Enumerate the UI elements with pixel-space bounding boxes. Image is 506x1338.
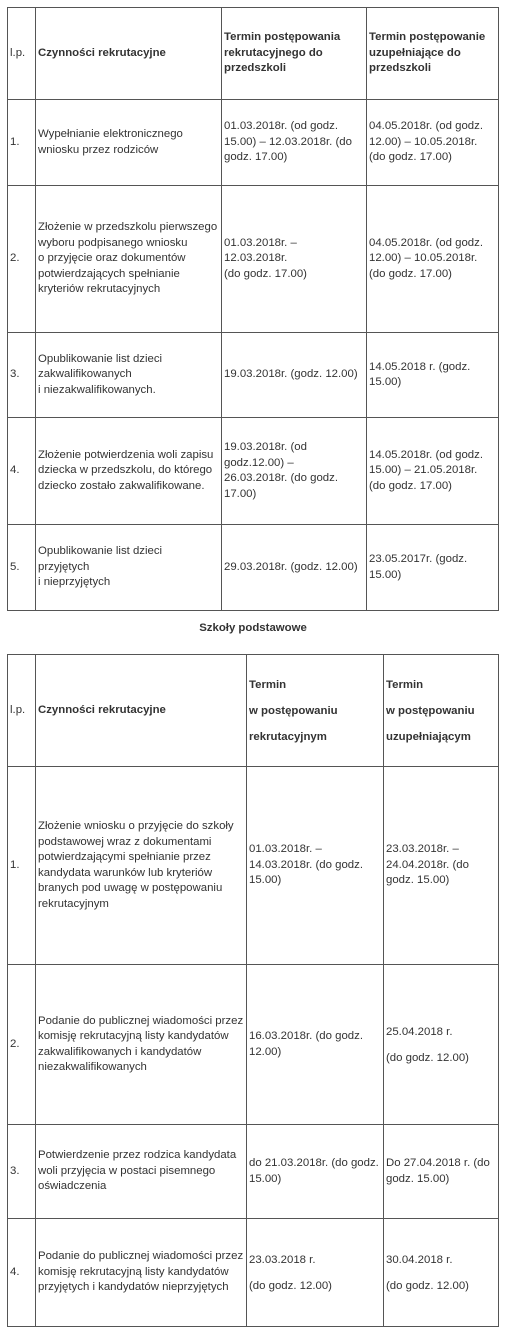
table-row bbox=[8, 418, 499, 525]
header-supplementary-term: Termin w postępowaniu uzupełniającym bbox=[384, 655, 499, 767]
cell-lp: 1. bbox=[8, 767, 36, 965]
cell-activity: Wypełnianie elektronicznego wniosku przez rodziców bbox=[36, 100, 222, 186]
cell-lp: 4. bbox=[8, 418, 36, 525]
cell-supplementary-term: 25.04.2018 r. (do godz. 12.00) bbox=[384, 965, 499, 1125]
cell-activity: Złożenie w przedszkolu pierwszego wyboru podpisanego wniosku o przyjęcie oraz dokumentów potwierdzających spełnianie kryteriów rekrutacyjnych bbox=[36, 186, 222, 333]
table-row bbox=[8, 965, 499, 1125]
table-row bbox=[8, 1219, 499, 1327]
table-row bbox=[8, 767, 499, 965]
table-header-row bbox=[8, 8, 499, 100]
primary-school-schedule-table bbox=[7, 654, 499, 1327]
header-recruitment-term: Termin w postępowaniu rekrutacyjnym bbox=[247, 655, 384, 767]
cell-supplementary-term: 04.05.2018r. (od godz. 12.00) – 10.05.2018r. (do godz. 17.00) bbox=[367, 186, 499, 333]
header-activities: Czynności rekrutacyjne bbox=[36, 655, 247, 767]
cell-supplementary-term: 23.05.2017r. (godz. 15.00) bbox=[367, 525, 499, 611]
section-title: Szkoły podstawowe bbox=[199, 622, 307, 634]
cell-activity: Złożenie wniosku o przyjęcie do szkoły podstawowej wraz z dokumentami potwierdzającymi spełnianie przez kandydata warunków lub kryteriów branych pod uwagę w postępowaniu rekrutacyjnym bbox=[36, 767, 247, 965]
cell-supplementary-term: 23.03.2018r. – 24.04.2018r. (do godz. 15.00) bbox=[384, 767, 499, 965]
cell-supplementary-term: 30.04.2018 r. (do godz. 12.00) bbox=[384, 1219, 499, 1327]
table-row bbox=[8, 333, 499, 418]
cell-lp: 2. bbox=[8, 965, 36, 1125]
cell-activity: Opublikowanie list dzieci zakwalifikowanych i niezakwalifikowanych. bbox=[36, 333, 222, 418]
cell-lp: 3. bbox=[8, 333, 36, 418]
cell-activity: Potwierdzenie przez rodzica kandydata woli przyjęcia w postaci pisemnego oświadczenia bbox=[36, 1125, 247, 1219]
header-lp: l.p. bbox=[8, 655, 36, 767]
cell-recruitment-term: 19.03.2018r. (godz. 12.00) bbox=[222, 333, 367, 418]
cell-recruitment-term: 29.03.2018r. (godz. 12.00) bbox=[222, 525, 367, 611]
table-row bbox=[8, 186, 499, 333]
header-lp: l.p. bbox=[8, 8, 36, 100]
cell-supplementary-term: 14.05.2018r. (od godz. 15.00) – 21.05.2018r. (do godz. 17.00) bbox=[367, 418, 499, 525]
cell-recruitment-term: 01.03.2018r. – 14.03.2018r. (do godz. 15.00) bbox=[247, 767, 384, 965]
cell-supplementary-term: Do 27.04.2018 r. (do godz. 15.00) bbox=[384, 1125, 499, 1219]
kindergarten-schedule-table bbox=[7, 7, 499, 611]
cell-activity: Opublikowanie list dzieci przyjętych i nieprzyjętych bbox=[36, 525, 222, 611]
cell-recruitment-term: 01.03.2018r. (od godz. 15.00) – 12.03.2018r. (do godz. 17.00) bbox=[222, 100, 367, 186]
cell-activity: Podanie do publicznej wiadomości przez komisję rekrutacyjną listy kandydatów zakwalifikowanych i kandydatów niezakwalifikowanych bbox=[36, 965, 247, 1125]
table-row bbox=[8, 525, 499, 611]
cell-recruitment-term: do 21.03.2018r. (do godz. 15.00) bbox=[247, 1125, 384, 1219]
header-recruitment-term: Termin postępowania rekrutacyjnego do przedszkoli bbox=[222, 8, 367, 100]
cell-lp: 5. bbox=[8, 525, 36, 611]
cell-recruitment-term: 23.03.2018 r. (do godz. 12.00) bbox=[247, 1219, 384, 1327]
table-row bbox=[8, 100, 499, 186]
cell-recruitment-term: 19.03.2018r. (od godz.12.00) – 26.03.2018r. (do godz. 17.00) bbox=[222, 418, 367, 525]
header-supplementary-term: Termin postępowanie uzupełniające do przedszkoli bbox=[367, 8, 499, 100]
cell-lp: 4. bbox=[8, 1219, 36, 1327]
table-header-row bbox=[8, 655, 499, 767]
cell-activity: Podanie do publicznej wiadomości przez komisję rekrutacyjną listy kandydatów przyjętych i kandydatów nieprzyjętych bbox=[36, 1219, 247, 1327]
cell-lp: 3. bbox=[8, 1125, 36, 1219]
header-activities: Czynności rekrutacyjne bbox=[36, 8, 222, 100]
cell-lp: 2. bbox=[8, 186, 36, 333]
cell-activity: Złożenie potwierdzenia woli zapisu dziecka w przedszkolu, do którego dziecko zostało zakwalifikowane. bbox=[36, 418, 222, 525]
cell-supplementary-term: 14.05.2018 r. (godz. 15.00) bbox=[367, 333, 499, 418]
table-row bbox=[8, 1125, 499, 1219]
cell-recruitment-term: 16.03.2018r. (do godz. 12.00) bbox=[247, 965, 384, 1125]
cell-recruitment-term: 01.03.2018r. – 12.03.2018r. (do godz. 17.00) bbox=[222, 186, 367, 333]
cell-supplementary-term: 04.05.2018r. (od godz. 12.00) – 10.05.2018r. (do godz. 17.00) bbox=[367, 100, 499, 186]
cell-lp: 1. bbox=[8, 100, 36, 186]
